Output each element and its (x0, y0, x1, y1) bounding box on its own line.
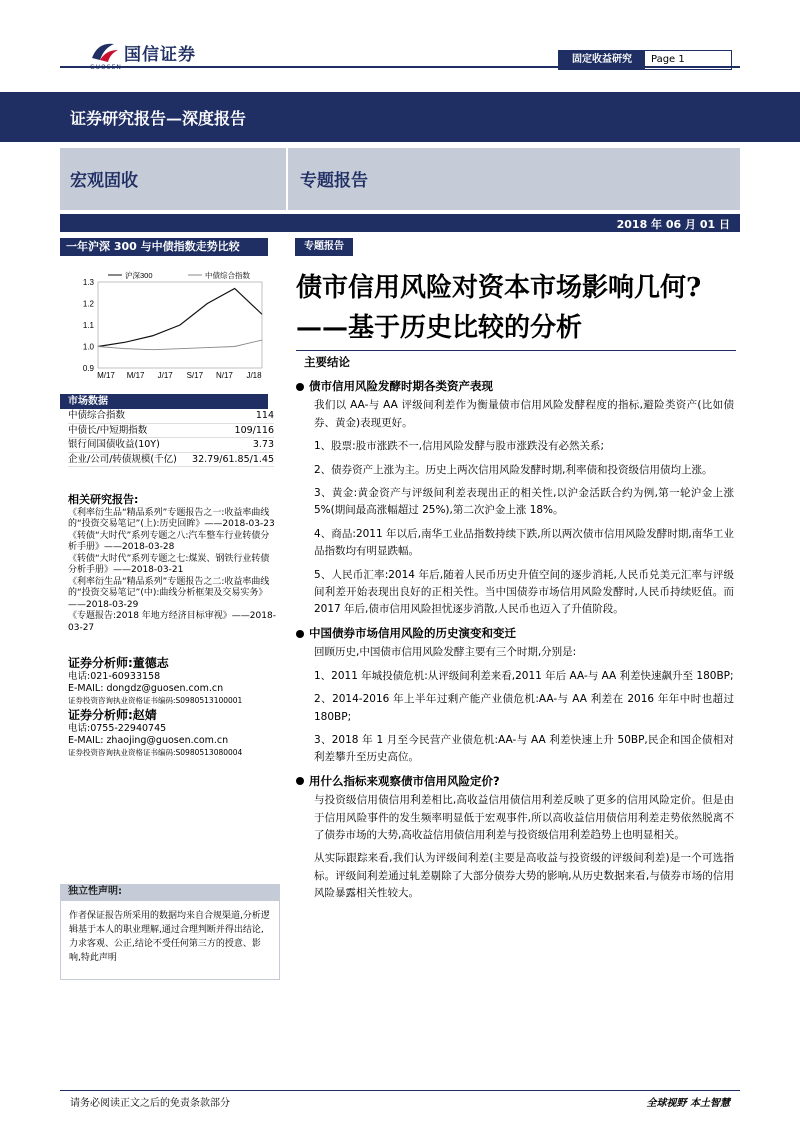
x-tick-label: S/17 (186, 371, 204, 380)
market-row (68, 453, 274, 468)
section-heading (304, 378, 734, 395)
x-tick-label: N/17 (215, 371, 233, 380)
conclusion-heading: 主要结论 (304, 355, 350, 369)
paragraph: 1、2011 年城投债危机:从评级间利差来看,2011 年后 AA-与 AA 利差快速飙升至 180BP; (314, 669, 734, 682)
paragraph: 我们以 AA-与 AA 评级间利差作为衡量债市信用风险发酵程度的指标,避险类资产(比如债券、黄金)表现更好。 (314, 399, 734, 429)
date-band (60, 214, 740, 232)
chart-series-line (98, 340, 262, 350)
bullet-icon (296, 630, 304, 638)
related-item[interactable]: 《利率衍生品“精品系列”专题报告之二:收益率曲线的“投资交易笔记”(中):曲线分析框架及交易实务》——2018-03-29 (68, 576, 270, 610)
paragraph: 2、2014-2016 年上半年过剩产能产业债危机:AA-与 AA 利差在 2016 年年中时也超过 180BP; (314, 693, 734, 723)
analyst-tel: 电话:0755-22940745 (68, 723, 167, 734)
section-heading (304, 773, 734, 790)
analyst-cert: 证券投资咨询执业资格证书编码:S0980513080004 (68, 748, 243, 757)
x-tick-label: J/17 (157, 371, 173, 380)
report-type-band (0, 92, 800, 142)
report-date: 2018 年 06 月 01 日 (616, 218, 730, 231)
section-right: 专题报告 (300, 171, 368, 191)
market-row (68, 409, 274, 424)
section-heading-text: 中国债券市场信用风险的历史演变和变迁 (309, 625, 516, 640)
market-key: 企业/公司/转债规模(千亿) (68, 453, 177, 465)
paragraph: 5、人民币汇率:2014 年后,随着人民币历史升值空间的逐步消耗,人民币兑美元汇率与评级间利差开始表现出良好的正相关性。当中国债券市场信用风险发酵时,人民币持续贬值。而 2017 年后,债市信用风险担忧逐步消散,人民币也迈入了升值阶段。 (314, 568, 734, 616)
section-divider (286, 148, 288, 210)
market-value: 114 (255, 410, 274, 421)
section-band (60, 148, 740, 210)
market-key: 中债综合指数 (68, 410, 126, 421)
y-tick-label: 0.9 (82, 364, 94, 373)
paragraph: 2、债券资产上涨为主。历史上两次信用风险发酵时期,利率债和投资级信用债均上涨。 (314, 463, 713, 476)
related-item[interactable]: 《转债“大时代”系列专题之七:煤炭、钢铁行业转债分析手册》——2018-03-21 (68, 553, 270, 575)
y-tick-label: 1.3 (82, 278, 94, 287)
market-data-title: 市场数据 (60, 394, 268, 409)
analyst-cert: 证券投资咨询执业资格证书编码:S0980513100001 (68, 696, 243, 705)
report-body (304, 374, 734, 909)
y-tick-label: 1.2 (82, 299, 94, 309)
related-item[interactable]: 《利率衍生品“精品系列”专题报告之一:收益率曲线的“投资交易笔记”(上):历史回眸》——2018-03-23 (68, 507, 275, 529)
report-tag: 专题报告 (295, 238, 353, 256)
section-left: 宏观固收 (70, 171, 138, 191)
y-tick-label: 1.0 (82, 342, 94, 352)
market-row (68, 438, 274, 453)
x-tick-label: J/18 (246, 371, 262, 380)
market-value: 32.79/61.85/1.45 (192, 453, 274, 465)
paragraph: 回顾历史,中国债市信用风险发酵主要有三个时期,分别是: (314, 646, 577, 659)
bullet-icon (296, 383, 304, 391)
header-rule (60, 66, 740, 68)
bullet-icon (296, 777, 304, 785)
report-title: 债市信用风险对资本市场影响几何?——基于历史比较的分析 (296, 273, 702, 343)
page-number: Page 1 (651, 54, 685, 65)
legend-label: 中债综合指数 (205, 271, 250, 280)
title-rule (296, 350, 736, 351)
paragraph: 3、黄金:黄金资产与评级间利差表现出正的相关性,以沪金活跃合约为例,第一轮沪金上涨 5%(期间最高涨幅超过 25%),第二次沪金上涨 18%。 (314, 487, 734, 517)
related-item[interactable]: 《专题报告:2018 年地方经济目标审视》——2018-03-27 (68, 611, 276, 633)
analyst-email[interactable]: E-MAIL: dongdz@guosen.com.cn (68, 683, 224, 694)
analyst-email[interactable]: E-MAIL: zhaojing@guosen.com.cn (68, 735, 229, 746)
x-tick-label: M/17 (126, 371, 145, 380)
x-tick-label: M/17 (97, 371, 115, 380)
analyst-name: 证券分析师:赵婧 (68, 708, 157, 722)
header-category: 固定收益研究 (559, 51, 645, 69)
logo-text: 国信证券 (124, 45, 196, 65)
chart-title: 一年沪深 300 与中债指数走势比较 (60, 238, 268, 256)
analyst-info (68, 655, 278, 759)
market-value: 3.73 (252, 439, 274, 450)
paragraph: 从实际跟踪来看,我们认为评级间利差(主要是高收益与投资级的评级间利差)是一个可选指标。评级间利差通过轧差剔除了大部分债券大势的影响,从历史数据来看,与债券市场的信用风险暴露相关性较大。 (314, 852, 734, 900)
legend-label: 沪深300 (125, 271, 153, 280)
footer-rule (60, 1090, 740, 1091)
market-key: 中债长/中短期指数 (68, 424, 148, 436)
market-key: 银行间国债收益(10Y) (68, 439, 160, 450)
market-row (68, 424, 274, 439)
paragraph: 与投资级信用债信用利差相比,高收益信用债信用利差反映了更多的信用风险定价。但是由于信用风险事件的发生频率明显低于宏观事件,所以高收益信用债信用利差走势依然脱离不了债券市场的大势,高收益信用债信用利差与投资级信用利差趋势上也明显相关。 (314, 794, 734, 841)
paragraph: 4、商品:2011 年以后,南华工业品指数持续下跌,所以两次债市信用风险发酵时期,南华工业品指数均有明显跌幅。 (314, 527, 734, 558)
section-heading (304, 625, 734, 642)
chart-series-line (98, 288, 262, 346)
related-research (68, 494, 278, 634)
independence-text: 作者保证报告所采用的数据均来自合规渠道,分析逻辑基于本人的职业理解,通过合理判断并得出结论,力求客观、公正,结论不受任何第三方的授意、影响,特此声明 (60, 900, 280, 980)
y-tick-label: 1.1 (82, 321, 94, 330)
report-type: 证券研究报告—深度报告 (70, 109, 247, 128)
analyst-tel: 电话:021-60933158 (68, 671, 161, 682)
market-data-table (68, 409, 274, 467)
index-comparison-chart (68, 268, 268, 388)
footer-disclaimer: 请务必阅读正文之后的免责条款部分 (70, 1098, 230, 1109)
related-heading: 相关研究报告: (68, 493, 139, 506)
paragraph: 1、股票:股市涨跌不一,信用风险发酵与股市涨跌没有必然关系; (314, 440, 605, 453)
section-heading-text: 用什么指标来观察债市信用风险定价? (309, 773, 500, 788)
related-item[interactable]: 《转债“大时代”系列专题之八:汽车整车行业转债分析手册》——2018-03-28 (68, 530, 270, 552)
analyst-name: 证券分析师:董德志 (68, 656, 169, 670)
independence-title: 独立性声明: (60, 884, 280, 900)
paragraph: 3、2018 年 1 月至今民营产业债危机:AA-与 AA 利差快速上升 50BP,民企和国企债相对利差攀升至历史高位。 (314, 733, 734, 764)
guosen-logo-mark-icon (88, 38, 120, 64)
section-heading-text: 债市信用风险发酵时期各类资产表现 (309, 379, 493, 393)
footer-slogan: 全球视野 本土智慧 (646, 1098, 730, 1109)
guosen-logo (88, 38, 238, 68)
market-value: 109/116 (234, 424, 274, 436)
